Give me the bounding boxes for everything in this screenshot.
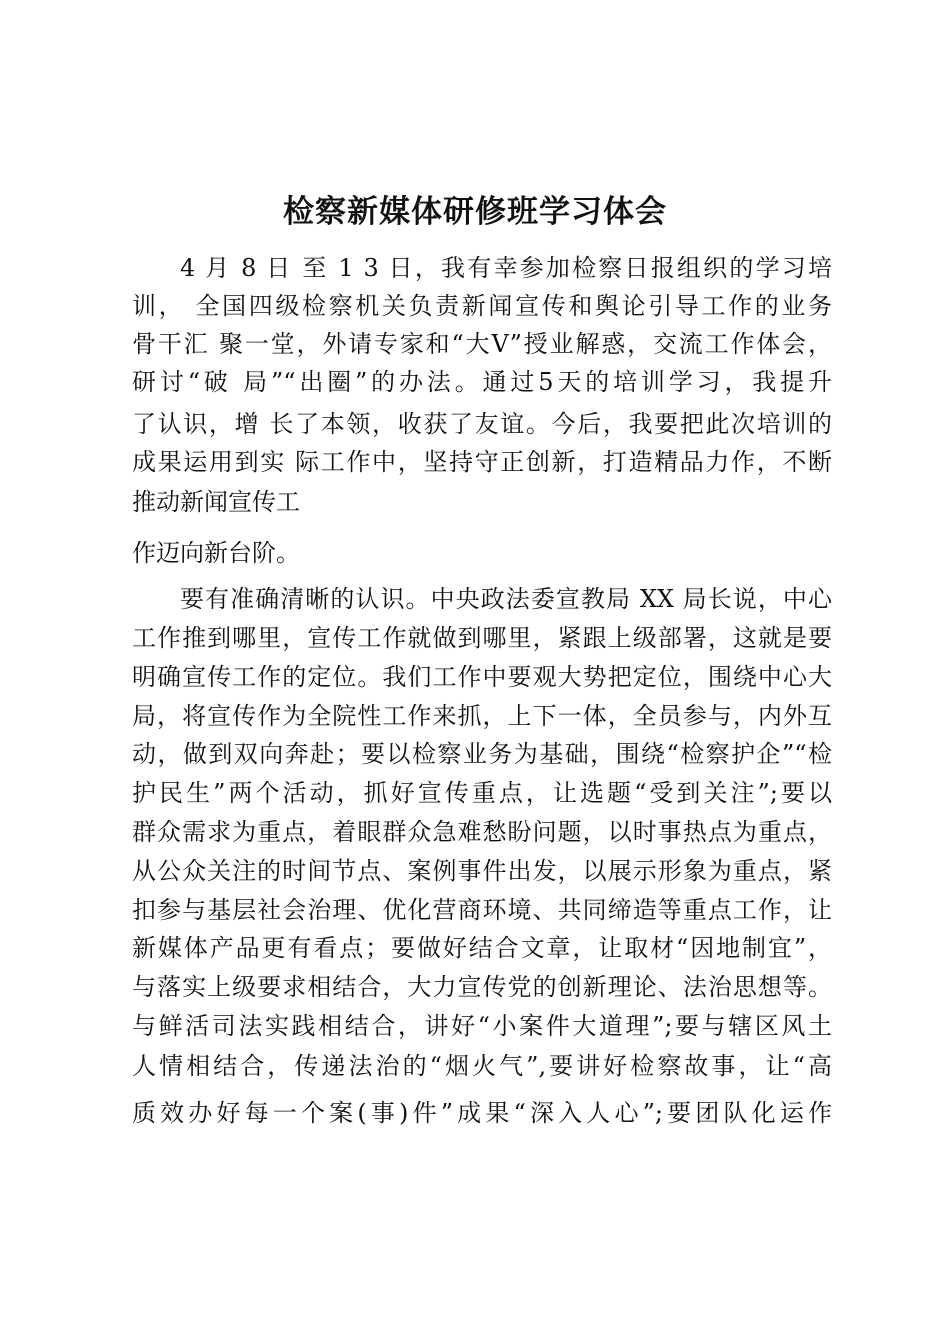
paragraph-3-line: 新媒体产品更有看点；要做好结合文章，让取材“因地制宜”， [132, 934, 832, 962]
paragraph-1-line: 骨干汇 聚一堂，外请专家和“大V”授业解惑，交流工作体会， [132, 330, 832, 358]
document-title: 检察新媒体研修班学习体会 [283, 194, 667, 230]
paragraph-3-line: 要有准确清晰的认识。中央政法委宣教局 XX 局长说，中心 [180, 585, 832, 613]
paragraph-1-line: 了认识，增 长了本领，收获了友谊。今后，我要把此次培训的 [132, 410, 832, 438]
paragraph-3-line: 质效办好每一个案(事)件”成果“深入人心”;要团队化运作 [132, 1099, 832, 1127]
paragraph-1-line: 成果运用到实 际工作中，坚持守正创新，打造精品力作，不断 [132, 448, 832, 476]
paragraph-1-line: 研讨“破 局”“出圈”的办法。通过5天的培训学习，我提升 [132, 368, 832, 396]
paragraph-2-line: 作迈向新台阶。 [132, 539, 300, 567]
paragraph-3-line: 局，将宣传作为全院性工作来抓，上下一体，全员参与，内外互 [132, 702, 832, 730]
paragraph-3-line: 扣参与基层社会治理、优化营商环境、共同缔造等重点工作，让 [132, 896, 832, 924]
paragraph-3-line: 动，做到双向奔赴；要以检察业务为基础，围绕“检察护企”“检 [132, 740, 832, 768]
paragraph-1-line: 4 月 8 日 至 1 3 日，我有幸参加检察日报组织的学习培 [180, 254, 832, 282]
paragraph-1-line: 训， 全国四级检察机关负责新闻宣传和舆论引导工作的业务 [132, 292, 832, 320]
paragraph-3-line: 从公众关注的时间节点、案例事件出发，以展示形象为重点，紧 [132, 857, 832, 885]
paragraph-3-line: 工作推到哪里，宣传工作就做到哪里，紧跟上级部署，这就是要 [132, 624, 832, 652]
paragraph-3-line: 与鲜活司法实践相结合，讲好“小案件大道理”;要与辖区风土 [132, 1012, 832, 1040]
paragraph-3-line: 护民生”两个活动，抓好宣传重点，让选题“受到关注”;要以 [132, 779, 832, 807]
paragraph-3-line: 明确宣传工作的定位。我们工作中要观大势把定位，围绕中心大 [132, 663, 832, 691]
paragraph-3-line: 群众需求为重点，着眼群众急难愁盼问题，以时事热点为重点， [132, 818, 832, 846]
paragraph-1-line: 推动新闻宣传工 [132, 488, 300, 516]
paragraph-3-line: 人情相结合，传递法治的“烟火气”,要讲好检察故事，让“高 [132, 1052, 832, 1080]
paragraph-3-line: 与落实上级要求相结合，大力宣传党的创新理论、法治思想等。 [132, 973, 832, 1001]
